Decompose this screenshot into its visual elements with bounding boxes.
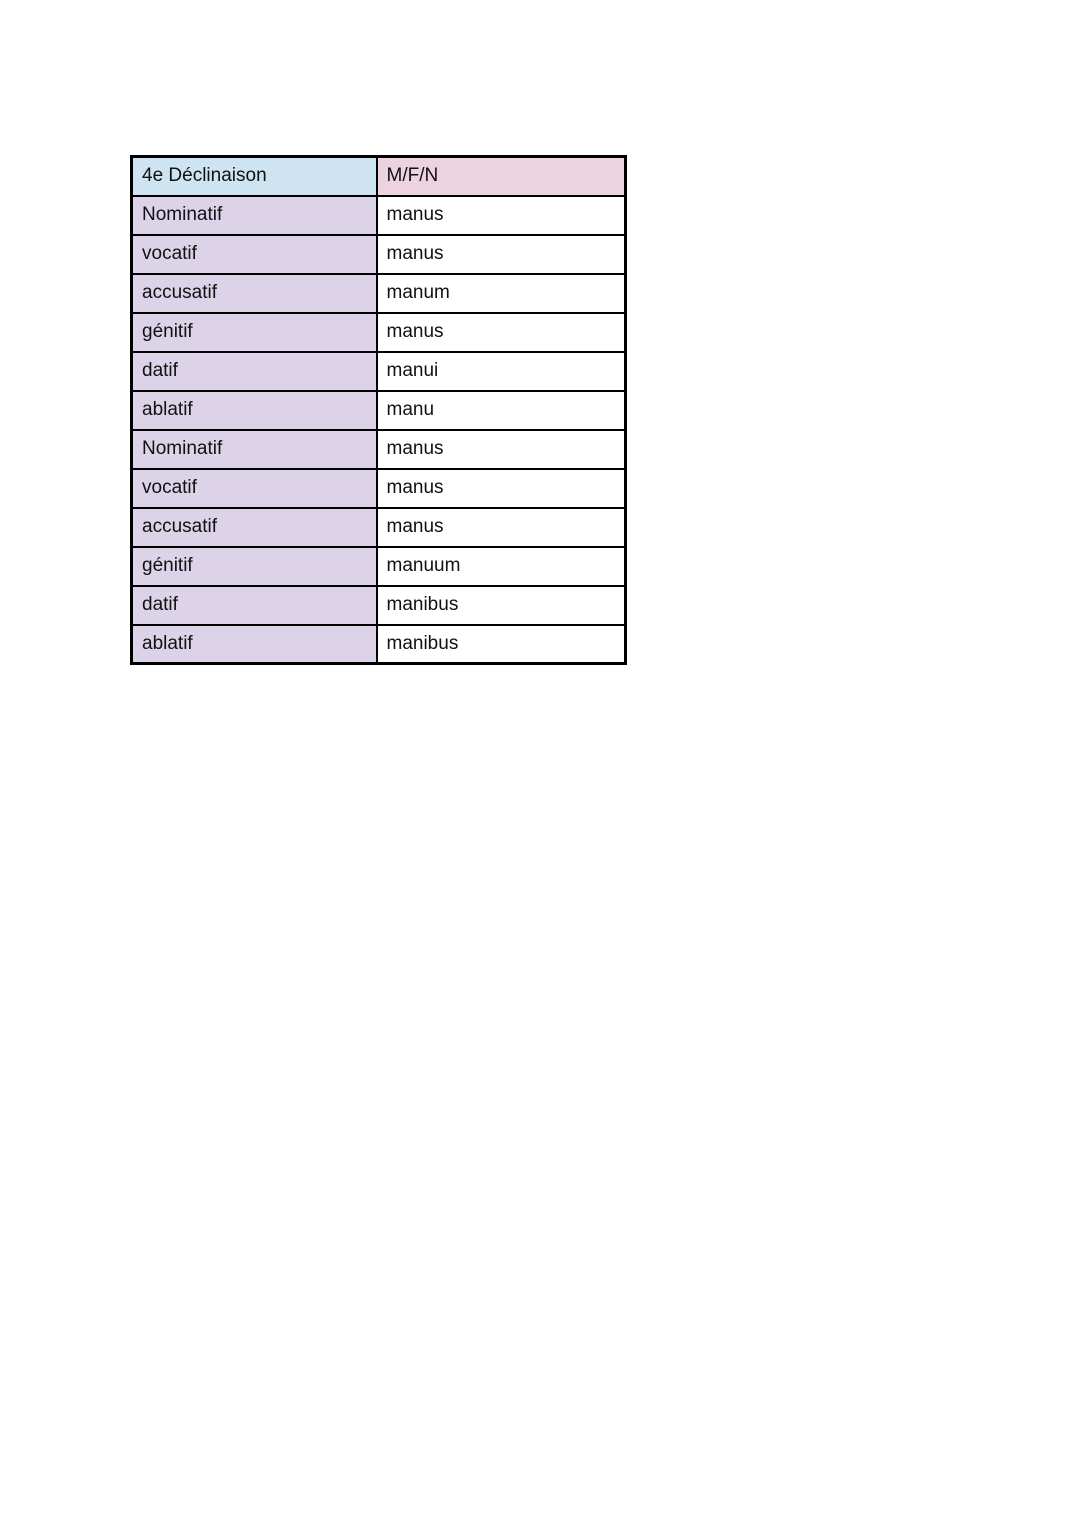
table-row: [132, 430, 626, 469]
form-cell: manuum: [377, 547, 626, 586]
table-row: [132, 313, 626, 352]
table-row: [132, 235, 626, 274]
case-cell: Nominatif: [132, 430, 377, 469]
form-cell: manu: [377, 391, 626, 430]
case-cell: génitif: [132, 313, 377, 352]
case-cell: accusatif: [132, 508, 377, 547]
table-row: [132, 469, 626, 508]
form-cell: manibus: [377, 586, 626, 625]
gender-header-cell: M/F/N: [377, 157, 626, 196]
form-cell: manus: [377, 313, 626, 352]
form-cell: manus: [377, 235, 626, 274]
case-cell: datif: [132, 352, 377, 391]
case-cell: génitif: [132, 547, 377, 586]
table-row: [132, 625, 626, 664]
form-cell: manus: [377, 196, 626, 235]
case-cell: vocatif: [132, 469, 377, 508]
case-cell: datif: [132, 586, 377, 625]
case-cell: ablatif: [132, 625, 377, 664]
declension-table: [130, 155, 627, 665]
form-cell: manus: [377, 469, 626, 508]
form-cell: manus: [377, 430, 626, 469]
form-cell: manus: [377, 508, 626, 547]
case-cell: vocatif: [132, 235, 377, 274]
table-row: [132, 274, 626, 313]
table-row: [132, 391, 626, 430]
form-cell: manibus: [377, 625, 626, 664]
case-cell: ablatif: [132, 391, 377, 430]
form-cell: manui: [377, 352, 626, 391]
table-row: [132, 508, 626, 547]
declension-header-cell: 4e Déclinaison: [132, 157, 377, 196]
table-row: [132, 586, 626, 625]
table-row: [132, 196, 626, 235]
header-row: [132, 157, 626, 196]
table-row: [132, 547, 626, 586]
form-cell: manum: [377, 274, 626, 313]
table-row: [132, 352, 626, 391]
case-cell: Nominatif: [132, 196, 377, 235]
case-cell: accusatif: [132, 274, 377, 313]
